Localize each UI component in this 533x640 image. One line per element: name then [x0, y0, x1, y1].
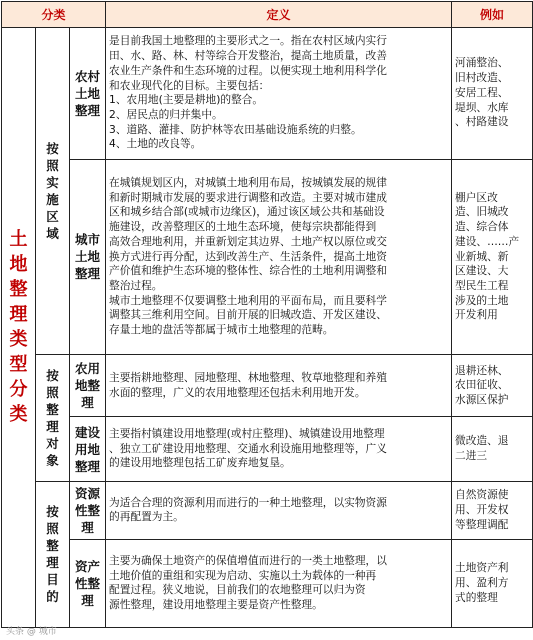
group-label: [36, 481, 70, 627]
definition-line: 城市土地整理不仅要调整土地利用的平面布局，而且要科学: [109, 293, 387, 307]
group-label-char: 照: [46, 521, 59, 537]
category-char: 分: [9, 379, 28, 401]
group-label: [36, 354, 70, 481]
group-label-char: 理: [46, 418, 59, 434]
definition-line: 换方式进行再分配，达到改善生产、生活条件，提高土地资: [109, 249, 387, 263]
definition-line: 的再配置为主。: [109, 510, 184, 524]
classification-table: [1, 1, 533, 628]
subcategory-name-line: 性整: [75, 502, 101, 518]
group-label-char: 按: [46, 504, 59, 520]
definition-line: 和新时期城市发展的要求进行调整和改造。主要对城市建成: [109, 190, 387, 204]
example-line: 退耕还林、: [455, 363, 509, 377]
table-row: [2, 159, 533, 354]
definition-line: 农业生产条件和生态环境的过程。以便实现土地利用科学化: [109, 63, 387, 77]
definition-cell: [106, 27, 452, 159]
group-label-char: 域: [46, 225, 59, 241]
definition-line: 3、道路、灌排、防护林等农田基础设施系统的归整。: [109, 122, 362, 136]
definition-line: 整治过程。: [109, 278, 163, 292]
category-char: 土: [9, 229, 28, 251]
subcategory-name-line: 理: [81, 395, 94, 411]
group-label-char: 理: [46, 555, 59, 571]
example-line: 建设、……产: [455, 234, 520, 248]
definition-cell: [106, 159, 452, 354]
group-label-char: 照: [46, 384, 59, 400]
definition-line: 的建设用地整理包括工矿废弃地复垦。: [109, 456, 291, 470]
example-line: 旧村改造、: [455, 71, 509, 85]
example-line: 业新城、新: [455, 249, 509, 263]
category-char: 型: [9, 354, 28, 376]
subcategory-name-line: 土地: [75, 249, 101, 265]
group-label-char: 整: [46, 401, 59, 417]
subcategory-name-line: 地整: [75, 378, 101, 394]
group-label-char: 按: [46, 367, 59, 383]
definition-line: 调整其三维利用空间。目前开展的旧城改造、开发区建设、: [109, 308, 387, 322]
definition-line: 4、土地的改良等。: [109, 137, 202, 151]
subcategory-name-line: 农村: [75, 68, 101, 84]
table-row: [2, 539, 533, 627]
example-cell: [452, 417, 533, 482]
example-line: 农田征收、: [455, 378, 509, 392]
example-line: 造、旧城改: [455, 205, 509, 219]
group-label-char: 目: [46, 572, 59, 588]
definition-cell: [106, 539, 452, 627]
example-line: 区建设、大: [455, 264, 509, 278]
category-char: 理: [9, 304, 28, 326]
subcategory-name: [70, 417, 106, 482]
example-line: 型民生工程: [455, 278, 509, 292]
example-line: 用、开发权: [455, 503, 509, 517]
subcategory-name-line: 农用: [75, 361, 101, 377]
definition-line: 存量土地的盘活等都属于城市土地整理的范畴。: [109, 323, 334, 337]
subcategory-name-line: 理: [81, 519, 94, 535]
example-line: 、村路建设: [455, 115, 509, 129]
subcategory-name: [70, 354, 106, 416]
definition-line: 区和城乡结合部(或城市边缘区)，通过该区域公共和基础设: [109, 205, 385, 219]
watermark: 头条 @ 城市: [6, 627, 57, 637]
definition-line: 主要指村镇建设用地整理(或村庄整理)、城镇建设用地整理: [109, 427, 385, 441]
group-label-char: 的: [46, 589, 59, 605]
example-line: 二进三: [455, 449, 488, 463]
definition-line: 产价值和维护生态环境的整体性、综合性的土地利用调整和: [109, 264, 387, 278]
group-label: [36, 27, 70, 354]
category-char: 地: [9, 254, 28, 276]
definition-line: 1、农用地(主要是耕地)的整合。: [109, 93, 264, 107]
definition-cell: [106, 354, 452, 416]
definition-line: 主要指耕地整理、园地整理、林地整理、牧草地整理和养殖: [109, 370, 387, 384]
subcategory-name-line: 性整: [75, 575, 101, 591]
header-definition: 定义: [106, 2, 452, 28]
example-line: 涉及的土地: [455, 293, 509, 307]
group-label-char: 实: [46, 174, 59, 190]
definition-line: 土地价值的重组和实现为启动、实施以土为载体的一种再: [109, 568, 377, 582]
definition-line: 在城镇规划区内，对城镇土地利用布局，按城镇发展的规律: [109, 176, 387, 189]
example-cell: [452, 481, 533, 539]
group-label-char: 区: [46, 208, 59, 224]
group-label-char: 按: [46, 140, 59, 156]
example-line: 安居工程、: [455, 85, 509, 99]
definition-line: 主要为确保土地资产的保值增值而进行的一类土地整理，以: [109, 554, 387, 568]
header-example: 例如: [452, 2, 533, 28]
example-line: 式的整理: [455, 590, 498, 604]
header-row: [2, 2, 533, 28]
example-line: 自然资源使: [455, 488, 509, 502]
example-cell: [452, 27, 533, 159]
subcategory-name-line: 整理: [75, 458, 101, 474]
subcategory-name-line: 理: [81, 592, 94, 608]
group-label-char: 象: [46, 452, 59, 468]
subcategory-name: [70, 27, 106, 159]
example-line: 微改造、退: [455, 434, 509, 448]
subcategory-name-line: 资源: [75, 485, 101, 501]
subcategory-name-line: 用地: [75, 441, 101, 457]
definition-line: 源性整理，建设用地整理主要是资产性整理。: [109, 598, 323, 612]
example-line: 土地资产利: [455, 561, 509, 575]
example-line: 堤坝、水库: [455, 100, 509, 114]
example-line: 开发利用: [455, 308, 498, 322]
subcategory-name-line: 整理: [75, 266, 101, 282]
group-label-char: 对: [46, 435, 59, 451]
table-row: [2, 481, 533, 539]
definition-line: 是目前我国土地整理的主要形式之一。指在农村区域内实行: [109, 34, 387, 48]
example-line: 棚户区改: [455, 190, 498, 204]
subcategory-name-line: 资产: [75, 558, 101, 574]
category-char: 整: [9, 279, 28, 301]
header-category: 分类: [2, 2, 106, 28]
definition-line: 配置过程。狭义地说，目前我们的农地整理可以归为资: [109, 583, 366, 597]
subcategory-name: [70, 481, 106, 539]
table-row: [2, 27, 533, 159]
example-cell: [452, 539, 533, 627]
table-row: [2, 417, 533, 482]
definition-cell: [106, 417, 452, 482]
example-line: 用、盈利方: [455, 576, 509, 590]
example-line: 水源区保护: [455, 392, 509, 406]
subcategory-name-line: 建设: [75, 424, 101, 440]
definition-line: 和农业现代化的目标。主要包括：: [109, 78, 270, 92]
example-line: 造、综合体: [455, 220, 509, 234]
subcategory-name-line: 整理: [75, 102, 101, 118]
category-char: 类: [9, 404, 28, 426]
example-line: 河涌整治、: [455, 56, 509, 70]
example-cell: [452, 354, 533, 416]
subcategory-name: [70, 539, 106, 627]
example-line: 等整理调配: [455, 517, 509, 531]
subcategory-name-line: 城市: [75, 232, 101, 248]
definition-line: 田、水、路、林、村等综合开发整治，提高土地质量，改善: [109, 49, 387, 63]
definition-line: 2、居民点的归并集中。: [109, 107, 223, 121]
subcategory-name: [70, 159, 106, 354]
definition-line: 、独立工矿建设用地整理、交通水利设施用地整理等，广义: [109, 441, 387, 455]
definition-line: 水面的整理，广义的农用地整理还包括未利用地开发。: [109, 385, 366, 399]
definition-line: 为适合合理的资源利用而进行的一种土地整理，以实物资源: [109, 495, 387, 509]
group-label-char: 施: [46, 191, 59, 207]
group-label-char: 照: [46, 157, 59, 173]
main-category-label: [2, 27, 36, 627]
definition-line: 高效合理地利用，并重新划定其边界、土地产权以原位或交: [109, 234, 387, 248]
example-cell: [452, 159, 533, 354]
group-label-char: 整: [46, 538, 59, 554]
category-char: 类: [9, 329, 28, 351]
table-row: [2, 354, 533, 416]
definition-cell: [106, 481, 452, 539]
subcategory-name-line: 土地: [75, 85, 101, 101]
definition-line: 施建设，改善整理区的土地生态环境，使每宗块都能得到: [109, 220, 377, 234]
